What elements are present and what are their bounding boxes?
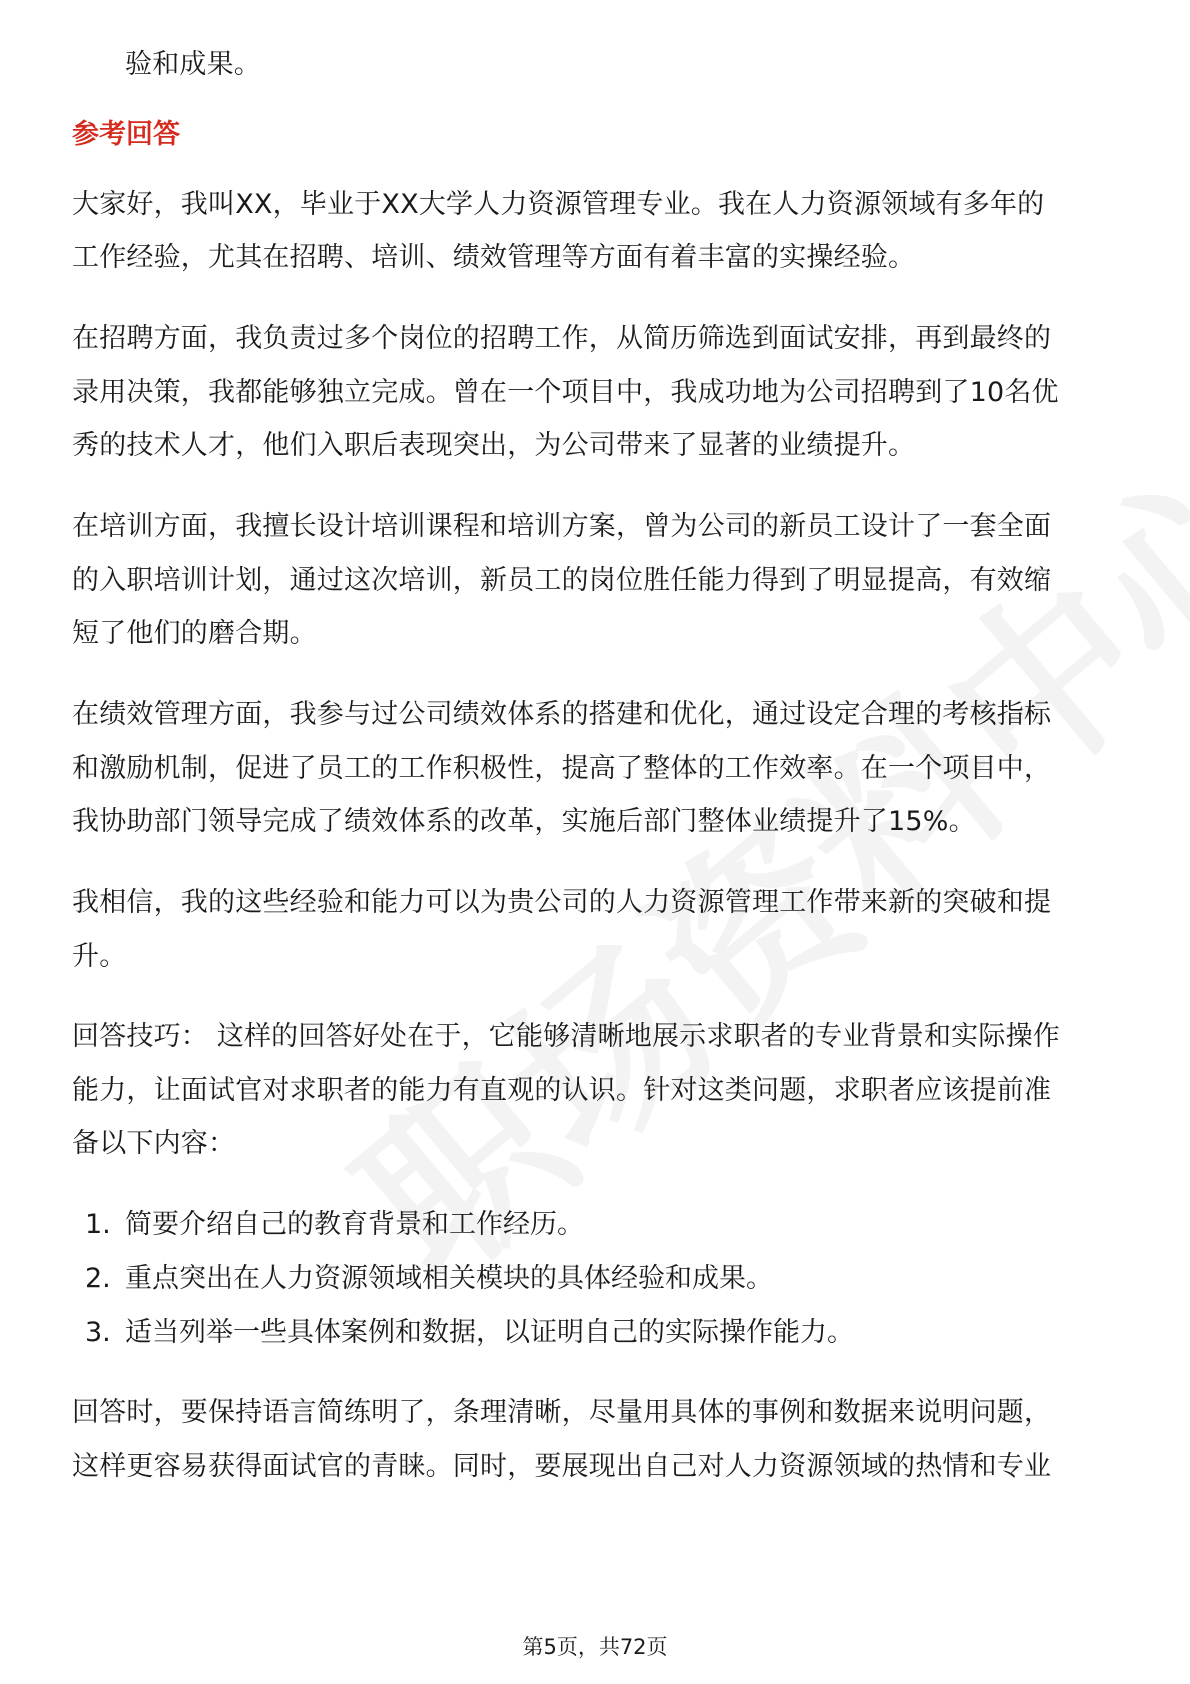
paragraph-line: 短了他们的磨合期。	[72, 618, 317, 649]
paragraph-line: 回答技巧： 这样的回答好处在于，它能够清晰地展示求职者的专业背景和实际操作	[72, 1021, 1060, 1052]
paragraph-line: 在培训方面，我擅长设计培训课程和培训方案，曾为公司的新员工设计了一套全面	[72, 511, 1052, 542]
list-number: 1.	[85, 1209, 111, 1240]
intro-tail: 验和成果。	[125, 49, 261, 80]
paragraph-line: 工作经验，尤其在招聘、培训、绩效管理等方面有着丰富的实操经验。	[72, 242, 916, 273]
list-text: 适当列举一些具体案例和数据，以证明自己的实际操作能力。	[125, 1317, 854, 1348]
list-number: 2.	[85, 1263, 111, 1294]
list-item	[85, 1208, 584, 1242]
paragraph-line: 录用决策，我都能够独立完成。曾在一个项目中，我成功地为公司招聘到了10名优	[72, 377, 1059, 408]
list-text: 重点突出在人力资源领域相关模块的具体经验和成果。	[125, 1263, 773, 1294]
list-number: 3.	[85, 1317, 111, 1348]
paragraph-line: 在绩效管理方面，我参与过公司绩效体系的搭建和优化，通过设定合理的考核指标	[72, 699, 1052, 730]
paragraph-line: 在招聘方面，我负责过多个岗位的招聘工作，从简历筛选到面试安排，再到最终的	[72, 323, 1052, 354]
paragraph-line: 这样更容易获得面试官的青睐。同时，要展现出自己对人力资源领域的热情和专业	[72, 1451, 1052, 1482]
paragraph-line: 大家好，我叫XX，毕业于XX大学人力资源管理专业。我在人力资源领域有多年的	[72, 189, 1045, 220]
paragraph-line: 回答时，要保持语言简练明了，条理清晰，尽量用具体的事例和数据来说明问题，	[72, 1397, 1052, 1428]
page-footer: 第5页，共72页	[522, 1635, 668, 1659]
section-heading: 参考回答	[72, 119, 180, 150]
paragraph-line: 备以下内容：	[72, 1128, 236, 1159]
paragraph-line: 我相信，我的这些经验和能力可以为贵公司的人力资源管理工作带来新的突破和提	[72, 887, 1052, 918]
paragraph-line: 升。	[72, 941, 127, 972]
paragraph-line: 秀的技术人才，他们入职后表现突出，为公司带来了显著的业绩提升。	[72, 430, 916, 461]
paragraph-line: 能力，让面试官对求职者的能力有直观的认识。针对这类问题，求职者应该提前准	[72, 1075, 1052, 1106]
paragraph-line: 的入职培训计划，通过这次培训，新员工的岗位胜任能力得到了明显提高，有效缩	[72, 565, 1052, 596]
list-text: 简要介绍自己的教育背景和工作经历。	[125, 1209, 584, 1240]
paragraph-line: 和激励机制，促进了员工的工作积极性，提高了整体的工作效率。在一个项目中，	[72, 753, 1052, 784]
paragraph-line: 我协助部门领导完成了绩效体系的改革，实施后部门整体业绩提升了15%。	[72, 806, 976, 837]
list-item	[85, 1316, 854, 1350]
list-item	[85, 1262, 773, 1296]
